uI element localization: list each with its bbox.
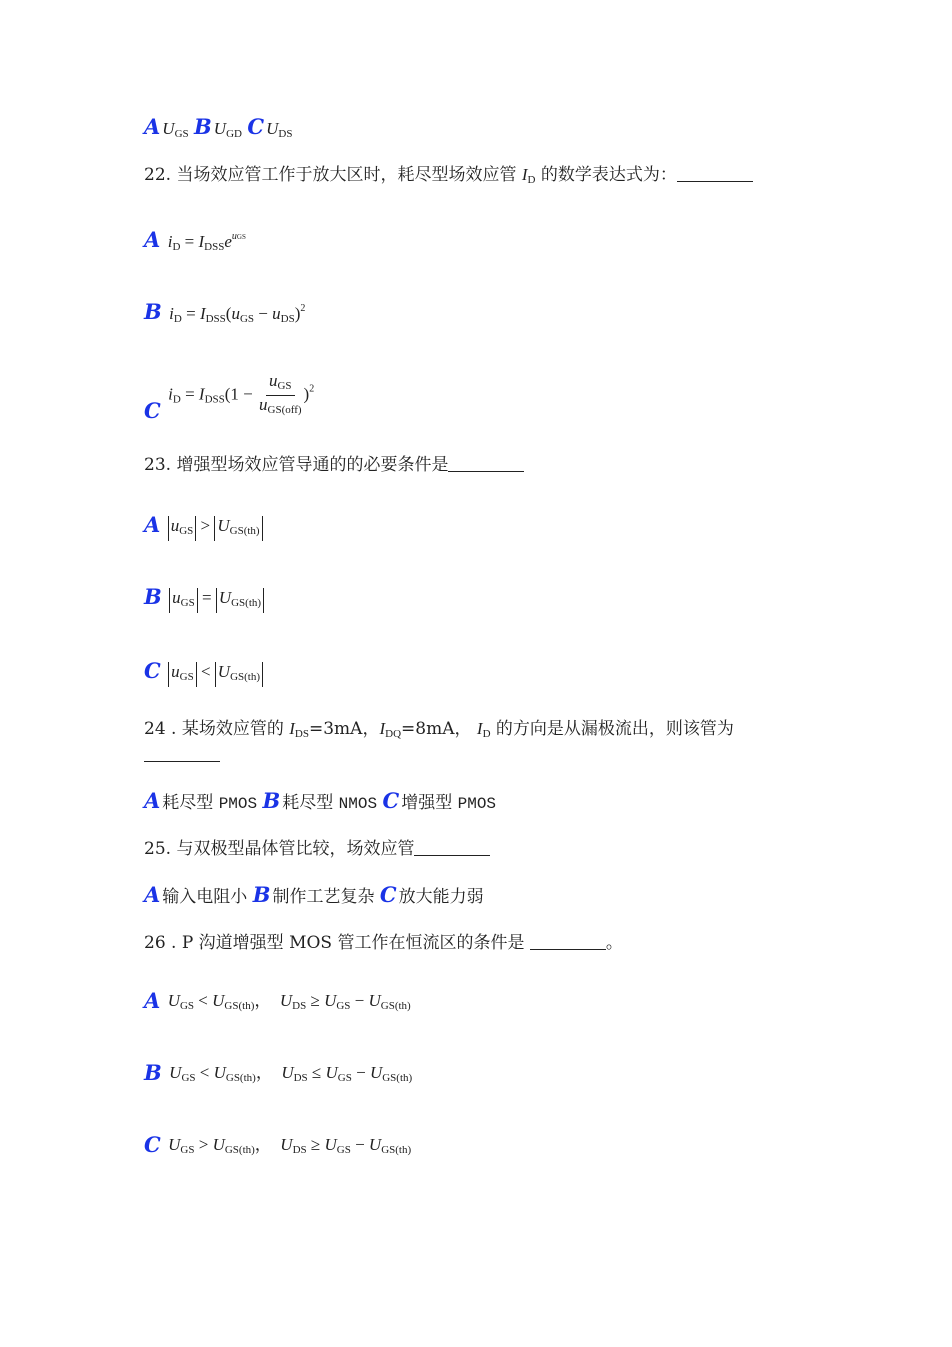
question-26: 26 . P 沟道增强型 MOS 管工作在恒流区的条件是 。 [144,933,623,953]
q25-text: 25. 与双极型晶体管比较，场效应管 [144,839,415,859]
q22-c-formula: $i_D = I_{DSS}(1$ − $\frac{u_{GS}}{u_{GS(off)}}$ )$^2$ [168,372,314,419]
fraction: $\frac{u_{GS}}{u_{GS(off)}}$ [259,371,302,416]
option-a-marker[interactable]: A [144,788,161,813]
answer-blank[interactable] [144,745,220,762]
q22-a-formula: $i_D = I_{DSS}e^{uGS}$ [167,231,246,253]
option-c-marker[interactable]: C [379,882,397,907]
q21-a-symbol: U [162,119,175,138]
q26-option-b [144,1062,412,1089]
option-b-marker[interactable]: B [194,114,212,139]
q21-b-symbol: U [213,119,227,138]
q22-b-formula: $i_D = I_{DSS}(u_{GS} - u_{DS})^2$ [169,303,306,325]
option-c-marker[interactable]: C [144,658,161,683]
q24-options: A 耗尽型 PMOS B 耗尽型 NMOS C 增强型 PMOS [144,788,497,813]
q21-a-sub: GS [174,128,189,140]
q23-b-formula: $u_{GS} = U_{GS(th)}$ [169,587,264,613]
q23-c-formula: $u_{GS} < U_{GS(th)}$ [168,661,263,687]
q26-c-formula: $U_{GS} > U_{GS(th)}$， $U_{DS} \ge U_{GS} - U_{GS(th)}$ [168,1135,412,1156]
option-b-marker[interactable]: B [252,882,271,907]
option-c-marker[interactable]: C [247,114,265,139]
option-c-marker[interactable]: C [144,1132,161,1157]
q26-option-a [144,990,411,1017]
q26-option-c [144,1134,411,1161]
q23-a-formula: $u_{GS} > U_{GS(th)}$ [168,515,263,541]
q22-symbol: I [521,165,528,184]
option-a-marker[interactable]: A [144,226,161,252]
q23-text: 23. 增强型场效应管导通的的必要条件是 [144,455,449,475]
q22-prefix: 22. 当场效应管工作于放大区时，耗尽型场效应管 [144,165,522,185]
q23-option-b [144,586,264,613]
option-b-marker[interactable]: B [144,298,162,324]
q21-c-symbol: U [266,119,279,138]
q22-option-a [144,226,246,258]
option-c-marker[interactable]: C [144,398,161,423]
question-24: 24 . 某场效应管的 $I_{DS}=3mA$，$I_{DQ}=8mA$， $I_D$ 的方向是从漏极流出，则该管为 [144,719,734,740]
answer-blank[interactable] [530,933,606,950]
q23-option-a [144,514,263,541]
q22-option-b [144,298,305,330]
q24-part1: 24 . 某场效应管的 [144,719,290,739]
option-b-marker[interactable]: B [144,1060,162,1085]
option-a-marker[interactable]: A [144,988,161,1013]
q25-options: A 输入电阻小 B 制作工艺复杂 C 放大能力弱 [144,882,484,907]
answer-blank[interactable] [414,839,490,856]
answer-blank[interactable] [448,455,524,472]
option-a-marker[interactable]: A [144,114,161,139]
question-25 [144,838,490,860]
q26-b-formula: $U_{GS} < U_{GS(th)}$， $U_{DS} \le U_{GS} - U_{GS(th)}$ [169,1063,413,1084]
q21-options [144,116,292,145]
option-a-marker[interactable]: A [144,512,161,537]
option-b-marker[interactable]: B [144,584,162,609]
q24-blank-row [144,744,220,766]
q26-a-formula: $U_{GS} < U_{GS(th)}$， $U_{DS} \ge U_{GS} - U_{GS(th)}$ [167,991,411,1012]
answer-blank[interactable] [677,165,753,182]
q21-b-sub: GD [226,128,242,140]
q26-text: 26 . P 沟道增强型 MOS 管工作在恒流区的条件是 [144,933,530,953]
option-a-marker[interactable]: A [144,882,161,907]
q21-c-sub: DS [278,128,293,140]
question-22 [144,164,753,191]
q22-symbol-sub: D [527,174,536,186]
question-23 [144,454,524,476]
q22-option-c [144,371,315,423]
q22-suffix: 的数学表达式为： [535,165,677,185]
option-c-marker[interactable]: C [382,788,400,813]
q24-part2: 的方向是从漏极流出，则该管为 [490,719,734,739]
option-b-marker[interactable]: B [262,788,281,813]
q23-option-c [144,660,263,687]
